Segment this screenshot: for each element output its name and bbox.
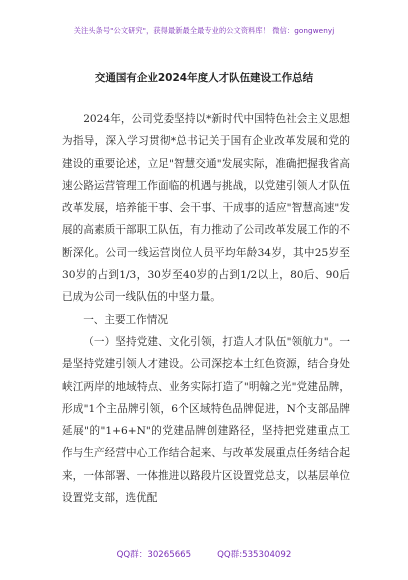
subsection-paragraph: （一）坚持党建、文化引领，打造人才队伍"领航力"。一是坚持党建引领人才建设。公司深挖本土红色资源，结合身处峡江两岸的地域特点、业务实际打造了"明翰之光"党建品牌，形成"1个主品牌引领，6个区域特色品牌促进，N个支部品牌延展"的"1+6+N"的党建品牌创建路径，坚持把党建重点工作与生产经营中心工作结合起来、与改革发展重点任务结合起来，一体部署、一体推进以路段片区设置党总支，以基层单位设置党支部，选优配	[62, 335, 350, 505]
promo-banner: 关注头条号"公文研究"，获得最新最全最专业的公文资料库！ 微信：gongwenyj	[73, 26, 335, 35]
document-body	[62, 108, 350, 509]
section-heading: 一、主要工作情况	[83, 313, 168, 326]
intro-paragraph: 2024年，公司党委坚持以*新时代中国特色社会主义思想为指导，深入学习贯彻*总书记关于国有企业改革发展和党的建设的重要论述，立足"智慧交通"发展实际，准确把握我省高速公路运营管理工作面临的机遇与挑战，以党建引领人才队伍改革发展，培养能干事、会干事、干成事的适应"智慧高速"发展的高素质干部职工队伍，有力推动了公司改革发展工作的不断深化。公司一线运营岗位人员平均年龄34岁，其中25岁至30岁的占到1/3，30岁至40岁的占到1/2以上，80后、90后已成为公司一线队伍的中坚力量。	[62, 113, 350, 304]
document-title: 交通国有企业2024年度人才队伍建设工作总结	[94, 72, 314, 84]
footer-qq-group-1: QQ群：30265665	[116, 550, 192, 560]
footer-qq-group-2: QQ群:535304092	[217, 550, 292, 560]
footer-contact	[0, 548, 408, 560]
